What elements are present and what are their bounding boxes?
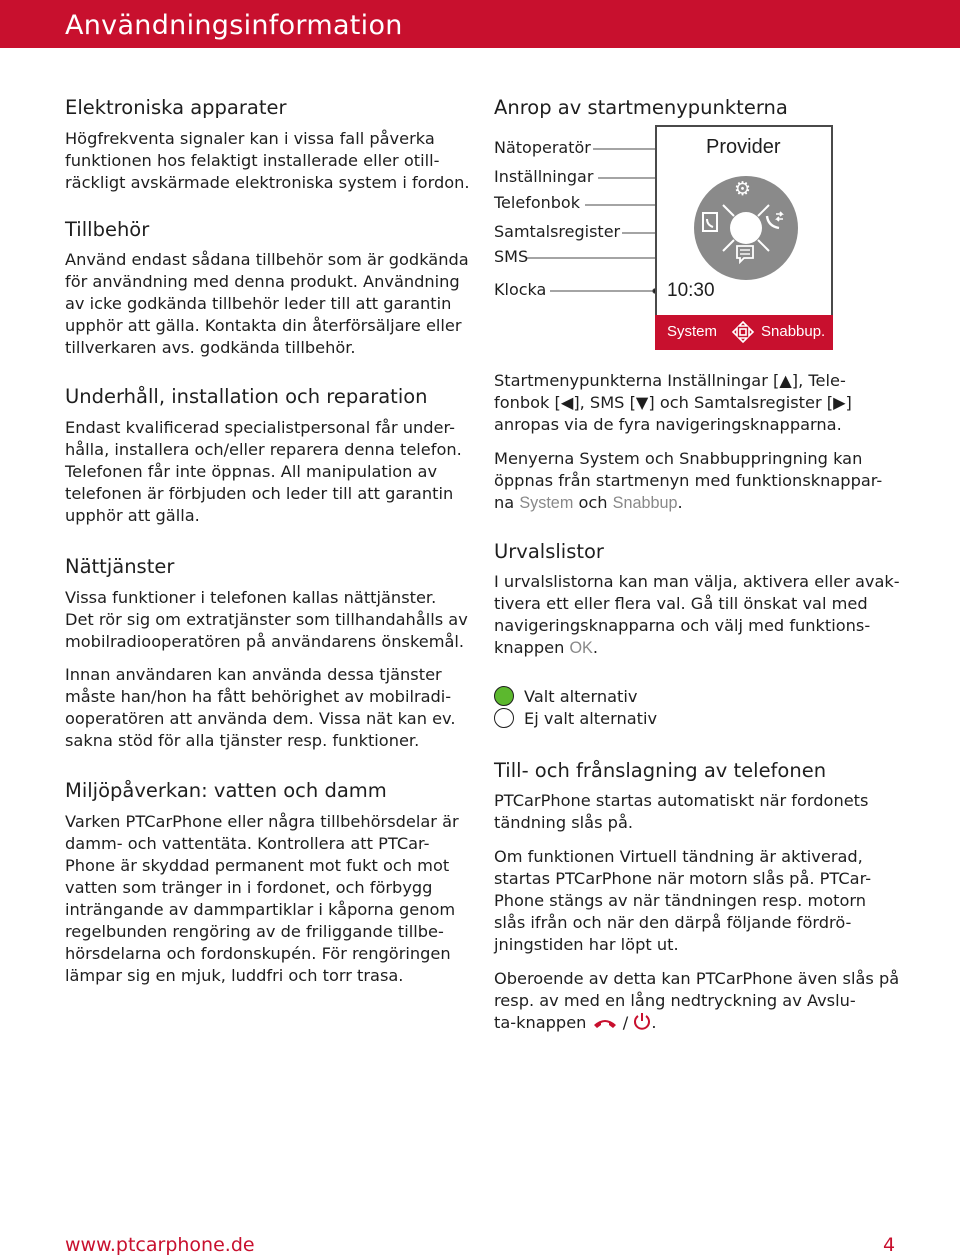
selection-lists-text [494,571,914,659]
section-text-accessories: Använd endast sådana tillbehör som är godkända för användning med denna produkt. Användning av icke godkända tillbehör leder till att garantin upphör att gälla. Kontakta din återförsäljare eller tillverkaren avs. godkända tillbehör. [65,250,469,357]
power-text-3-end: . [651,1013,657,1032]
footer-url[interactable]: www.ptcarphone.de [65,1234,255,1256]
startmenu-text-2-end: . [677,493,683,512]
startmenu-text-1: Startmenypunkterna Inställningar [▲], Tele- fonbok [◀], SMS [▼] och Samtalsregister [▶] anropas via de fyra navigeringsknapparna. [494,371,852,434]
system-keyword: System [519,494,574,512]
phonebook-icon[interactable] [701,212,719,232]
phone-screen [655,125,833,350]
ok-keyword: OK [569,639,593,657]
section-text-network-services-1: Vissa funktioner i telefonen kallas nättjänster. Det rör sig om extratjänster som tillhandahålls av mobilradiooperatören på användarens önskemål. [65,588,468,651]
right-column-text [494,370,914,1034]
softkey-bar [655,315,833,350]
softkey-quickdial[interactable]: Snabbup. [761,323,826,340]
startmenu-text-2-a: Menyerna System och Snabbuppringning kan öppnas från startmenyn med funktionsknappar- na [494,449,883,512]
navigation-cross-icon [731,320,755,344]
label-network-operator: Nätoperatör [494,138,591,157]
section-text-maintenance: Endast kvalificerad specialistpersonal får under- hålla, installera och/eller reparera denna telefon. Telefonen får inte öppnas. All manipulation av telefonen är förbjuden och leder till att garantin upphör att gälla. [65,418,462,525]
page-title: Användningsinformation [65,10,403,41]
option-unselected-row [494,707,914,729]
section-title-environment: Miljöpåverkan: vatten och damm [65,779,387,802]
section-title-electronics: Elektroniska apparater [65,96,287,119]
power-text-1: PTCarPhone startas automatiskt när fordonets tändning slås på. [494,791,869,832]
label-sms: SMS [494,247,529,266]
call-register-icon[interactable] [764,211,786,231]
section-title-maintenance: Underhåll, installation och reparation [65,385,428,408]
screen-provider: Provider [706,136,781,158]
radio-unselected-icon [494,708,514,728]
section-title-startmenu: Anrop av startmenypunkterna [494,96,788,119]
power-icon [633,1012,651,1030]
option-selected-row [494,685,914,707]
section-text-environment: Varken PTCarPhone eller några tillbehörsdelar är damm- och vattentäta. Kontrollera att PTCar- Phone är skyddad permanent mot fukt och mot vatten som tränger in i fordonet, och förbygg inträngande av dammpartiklar i kåporna genom regelbunden rengöring av de friliggande tillbe- hörsdelarna och fordonskupén. För rengöringen lämpar sig en mjuk, luddfri och torr trasa. [65,812,459,985]
label-clock: Klocka [494,280,547,299]
section-text-network-services-2: Innan användaren kan använda dessa tjänster måste han/hon ha fått behörighet av mobilradi- ooperatören att använda dem. Vissa nät kan ev. sakna stöd för alla tjänster resp. funktioner. [65,665,456,750]
end-call-icon [592,1016,618,1030]
radio-selected-icon [494,686,514,706]
label-settings: Inställningar [494,167,594,186]
label-call-register: Samtalsregister [494,222,621,241]
selection-lists-text-a: I urvalslistorna kan man välja, aktivera eller avak- tivera ett eller flera val. Gå till önskat val med navigeringsknapparna och välj med funktions- knappen [494,572,900,657]
power-text-2: Om funktionen Virtuell tändning är aktiverad, startas PTCarPhone när motorn slås på. PTCar- Phone stängs av när tändningen resp. motorn slås ifrån och när den därpå följande fördrö- jningstiden har löpt ut. [494,847,872,954]
section-title-selection-lists: Urvalslistor [494,540,604,563]
power-text-3-slash: / [617,1013,634,1032]
section-text-electronics: Högfrekventa signaler kan i vissa fall påverka funktionen hos felaktigt installerade eller otill- räckligt avskärmade elektroniska system i fordon. [65,129,470,192]
label-phonebook: Telefonbok [494,193,580,212]
section-title-accessories: Tillbehör [65,218,150,241]
option-unselected-label: Ej valt alternativ [524,708,658,728]
gear-icon[interactable]: ⚙ [734,178,752,200]
startmenu-text-2 [494,448,914,514]
power-text-3 [494,968,914,1034]
power-text-3-a: Oberoende av detta kan PTCarPhone även slås på resp. av med en lång nedtryckning av Avslu- ta-knappen [494,969,900,1032]
sms-icon[interactable] [735,244,755,264]
softkey-system[interactable]: System [667,323,718,340]
section-title-network-services: Nättjänster [65,555,175,578]
section-title-power: Till- och frånslagning av telefonen [494,759,827,782]
selection-lists-text-end: . [592,638,599,657]
startmenu-text-2-and: och [573,493,613,512]
quickdial-keyword: Snabbup [612,494,678,512]
page-number: 4 [883,1234,896,1256]
option-selected-label: Valt alternativ [524,686,638,706]
screen-clock: 10:30 [667,280,715,301]
